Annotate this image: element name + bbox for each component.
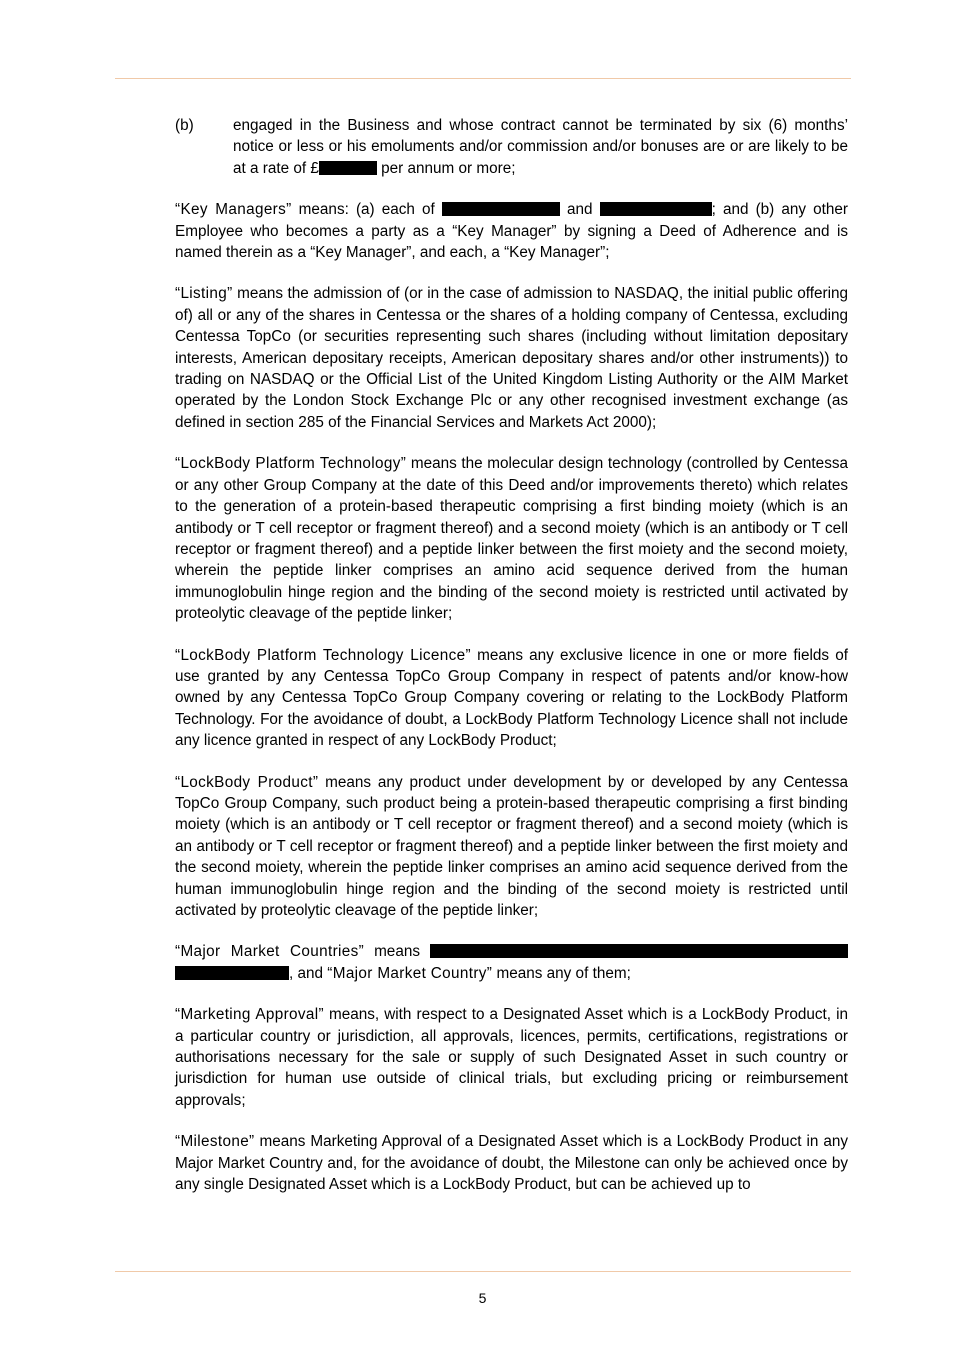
defined-term: “Key Managers” bbox=[175, 201, 292, 219]
clause-b bbox=[175, 115, 848, 179]
definition-lockbody-product: “LockBody Product” means any product under development by or developed by any Centessa TopCo Group Company, such product being a protein-based therapeutic comprising a first binding moiety (which is an antibody or T cell receptor or fragment thereof) and a second moiety (which is an antibody or T cell receptor or fragment thereof) and a peptide linker between the first moiety and the second moiety, wherein the peptide linker comprises an amino acid sequence derived from the human immunoglobulin hinge region and the binding of the second moiety is restricted until activated by proteolytic cleavage of the peptide linker; bbox=[175, 773, 848, 919]
redaction-bar bbox=[175, 966, 289, 980]
defined-term: “LockBody Product” bbox=[175, 773, 319, 791]
redaction-bar bbox=[319, 161, 377, 175]
definition-milestone: “Milestone” means Marketing Approval of a Designated Asset which is a LockBody Product in any Major Market Country and, for the avoidance of doubt, the Milestone can only be achieved once by any single Designated Asset which is a LockBody Product, but can be achieved up to bbox=[175, 1133, 848, 1194]
defined-term: “Listing” bbox=[175, 285, 233, 303]
definition-listing: “Listing” means the admission of (or in the case of admission to NASDAQ, the initial public offering of) all or any of the shares in Centessa or the shares of a holding company of Centessa, excluding Centessa TopCo (or securities representing such shares (including without limitation depositary interests, American depositary receipts, American depositary shares and/or other instruments)) to trading on NASDAQ or the Official List of the United Kingdom Listing Authority or the AIM Market operated by the London Stock Exchange Plc or any other recognised investment exchange (as defined in section 285 of the Financial Services and Markets Act 2000); bbox=[175, 285, 848, 431]
definition-marketing-approval: “Marketing Approval” means, with respect to a Designated Asset which is a LockBody Product, in a particular country or jurisdiction, all approvals, licences, permits, certifications, registrations or authorisations necessary for the sale or supply of such Designated Asset in such country or jurisdiction for human use outside of clinical trials, but excluding pricing or reimbursement approvals; bbox=[175, 1006, 848, 1109]
defined-term: “Major Market Country” bbox=[327, 964, 493, 982]
page-number: 5 bbox=[478, 1290, 487, 1306]
definition-lockbody-licence: “LockBody Platform Technology Licence” means any exclusive licence in one or more fields of use granted by any Centessa TopCo Group Company in respect of patents and/or know-how owned by any Centessa TopCo Group Company covering or relating to the LockBody Platform Technology. For the avoidance of doubt, a LockBody Platform Technology Licence shall not include any licence granted in respect of any LockBody Product; bbox=[175, 646, 848, 750]
header-rule bbox=[115, 78, 851, 79]
defined-term: “LockBody Platform Technology Licence” bbox=[175, 646, 471, 664]
defined-term: “LockBody Platform Technology” bbox=[175, 455, 407, 473]
defined-term: “Milestone” bbox=[175, 1133, 255, 1151]
definition-key-managers: “Key Managers” means: (a) each of and ; and (b) any other Employee who becomes a party as a “Key Manager” by signing a Deed of Adherence and is named therein as a “Key Manager”, and each, a “Key Manager”; bbox=[175, 201, 849, 262]
redaction-bar bbox=[600, 202, 712, 216]
definition-major-market-countries: “Major Market Countries” means , and “Major Market Country” means any of them; bbox=[175, 941, 848, 984]
clause-text: engaged in the Business and whose contract cannot be terminated by six (6) months’ notice or less or his emoluments and/or commission and/or bonuses are or are likely to be at a rate of £ per annum or more; bbox=[233, 117, 848, 177]
redaction-bar bbox=[442, 202, 560, 216]
clause-label: (b) bbox=[175, 117, 194, 134]
defined-term: “Major Market Countries” bbox=[175, 943, 365, 961]
redaction-bar bbox=[430, 944, 848, 958]
defined-term: “Marketing Approval” bbox=[175, 1006, 324, 1024]
document-body bbox=[175, 115, 848, 1215]
footer-rule bbox=[115, 1271, 851, 1272]
definition-lockbody-platform-technology: “LockBody Platform Technology” means the molecular design technology (controlled by Centessa or any other Group Company at the date of this Deed and/or improvements thereto) which relates to the generation of a protein-based therapeutic comprising a first binding moiety (which is an antibody or T cell receptor or fragment thereof) and a second moiety (which is an antibody or T cell receptor or fragment thereof) and a peptide linker between the first moiety and the second moiety, wherein the peptide linker comprises an amino acid sequence derived from the human immunoglobulin hinge region and the binding of the second moiety is restricted until activated by proteolytic cleavage of the peptide linker; bbox=[175, 455, 848, 623]
